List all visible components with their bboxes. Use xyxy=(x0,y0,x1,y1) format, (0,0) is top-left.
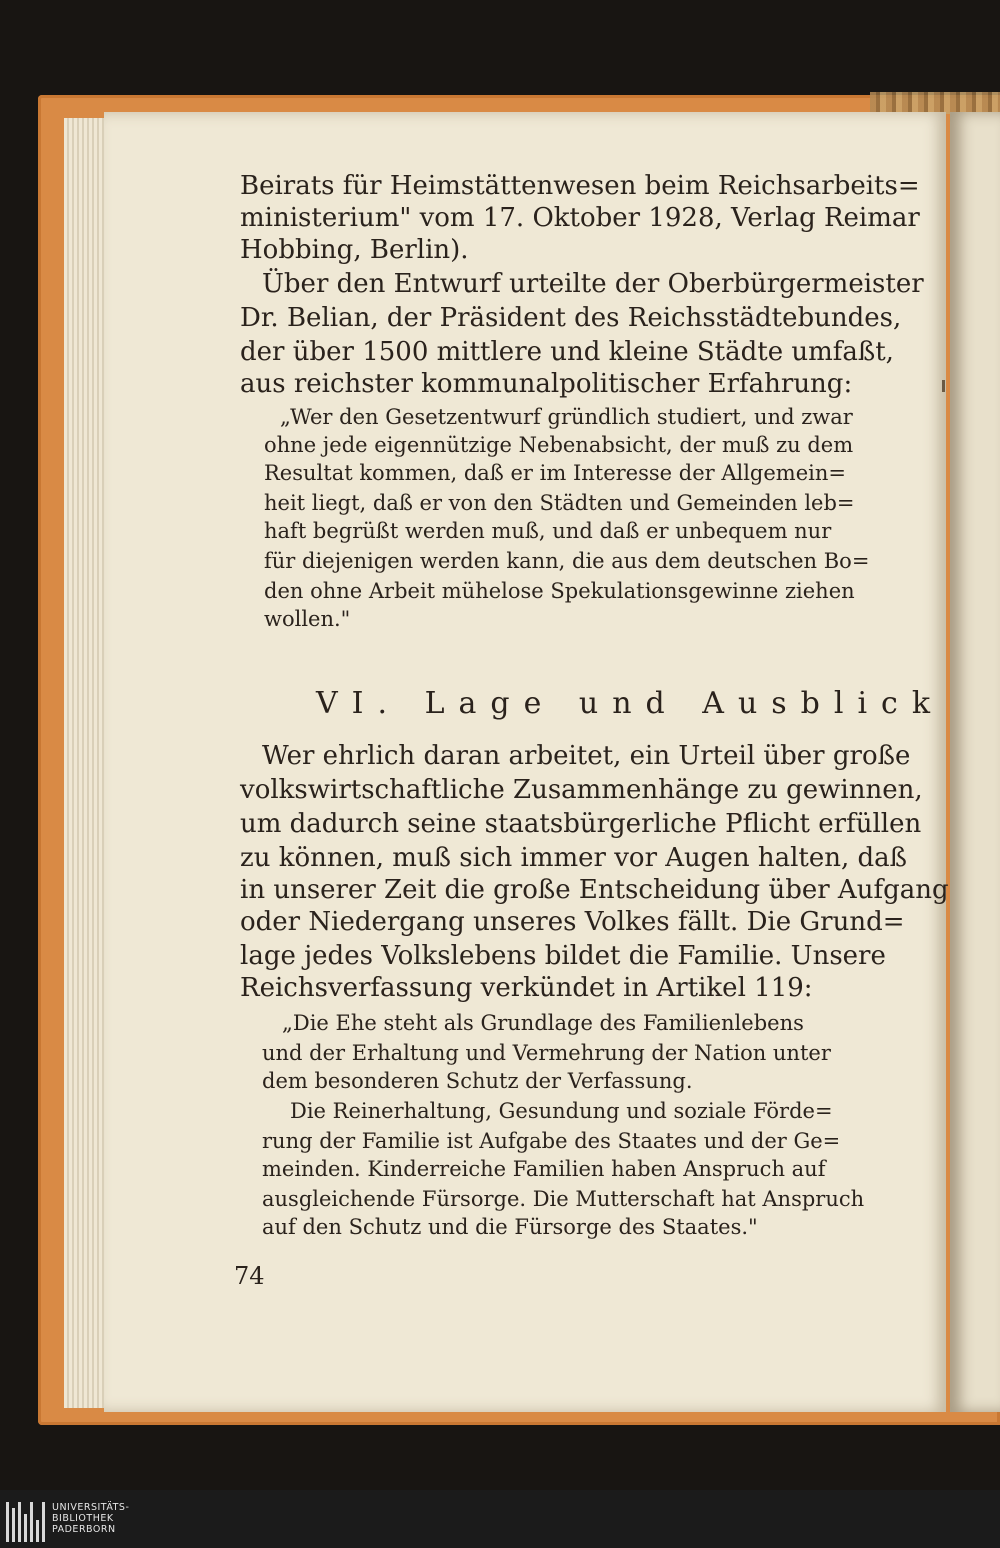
quote-line: ausgleichende Fürsorge. Die Mutterschaft hat Anspruch xyxy=(262,1187,865,1211)
quote-line: meinden. Kinderreiche Familien haben Anspruch auf xyxy=(262,1157,826,1181)
library-name-line: PADERBORN xyxy=(52,1524,116,1535)
body-line: Wer ehrlich daran arbeitet, ein Urteil über große xyxy=(262,741,911,771)
library-name-line: BIBLIOTHEK xyxy=(52,1513,114,1524)
body-line: lage jedes Volkslebens bildet die Familie. Unsere xyxy=(240,941,886,971)
quote-line: heit liegt, daß er von den Städten und Gemeinden leb= xyxy=(264,491,855,515)
body-line: Reichsverfassung verkündet in Artikel 119: xyxy=(240,973,813,1003)
quote-line: den ohne Arbeit mühelose Spekulationsgewinne ziehen xyxy=(264,579,855,603)
body-line: ministerium" vom 17. Oktober 1928, Verlag Reimar xyxy=(240,203,920,233)
quote-line: ohne jede eigennützige Nebenabsicht, der muß zu dem xyxy=(264,433,854,457)
body-line: aus reichster kommunalpolitischer Erfahrung: xyxy=(240,369,853,399)
library-logo-icon xyxy=(4,1502,48,1542)
body-line: Dr. Belian, der Präsident des Reichsstädtebundes, xyxy=(240,303,902,333)
page-stack-edges xyxy=(64,118,108,1408)
quote-line: „Die Ehe steht als Grundlage des Familienlebens xyxy=(282,1011,804,1035)
library-name-line: UNIVERSITÄTS- xyxy=(52,1502,130,1513)
quote-line: auf den Schutz und die Fürsorge des Staates." xyxy=(262,1215,758,1239)
page-number: 74 xyxy=(234,1262,265,1290)
library-footer xyxy=(0,1490,1000,1548)
quote-line: für diejenigen werden kann, die aus dem deutschen Bo= xyxy=(264,549,870,573)
quote-line: haft begrüßt werden muß, und daß er unbequem nur xyxy=(264,519,832,543)
body-line: zu können, muß sich immer vor Augen halten, daß xyxy=(240,843,908,873)
body-line: Hobbing, Berlin). xyxy=(240,235,469,265)
quote-line: dem besonderen Schutz der Verfassung. xyxy=(262,1069,693,1093)
body-line: Über den Entwurf urteilte der Oberbürgermeister xyxy=(262,269,924,299)
body-line: der über 1500 mittlere und kleine Städte umfaßt, xyxy=(240,337,894,367)
quote-line: rung der Familie ist Aufgabe des Staates und der Ge= xyxy=(262,1129,841,1153)
quote-line: Die Reinerhaltung, Gesundung und soziale Förde= xyxy=(290,1099,833,1123)
body-line: oder Niedergang unseres Volkes fällt. Die Grund= xyxy=(240,907,905,937)
quote-line: wollen." xyxy=(264,607,351,631)
quote-line: und der Erhaltung und Vermehrung der Nation unter xyxy=(262,1041,831,1065)
facing-page-edge xyxy=(950,112,1000,1412)
cover-worn-edge xyxy=(870,92,1000,114)
body-line: Beirats für Heimstättenwesen beim Reichsarbeits= xyxy=(240,171,920,201)
body-line: volkswirtschaftliche Zusammenhänge zu gewinnen, xyxy=(240,775,923,805)
page-mark xyxy=(942,380,945,392)
section-heading: VI. Lage und Ausblick xyxy=(316,686,945,721)
quote-line: „Wer den Gesetzentwurf gründlich studiert, und zwar xyxy=(280,405,853,429)
quote-line: Resultat kommen, daß er im Interesse der Allgemein= xyxy=(264,461,846,485)
body-line: um dadurch seine staatsbürgerliche Pflicht erfüllen xyxy=(240,809,922,839)
body-line: in unserer Zeit die große Entscheidung über Aufgang xyxy=(240,875,949,905)
